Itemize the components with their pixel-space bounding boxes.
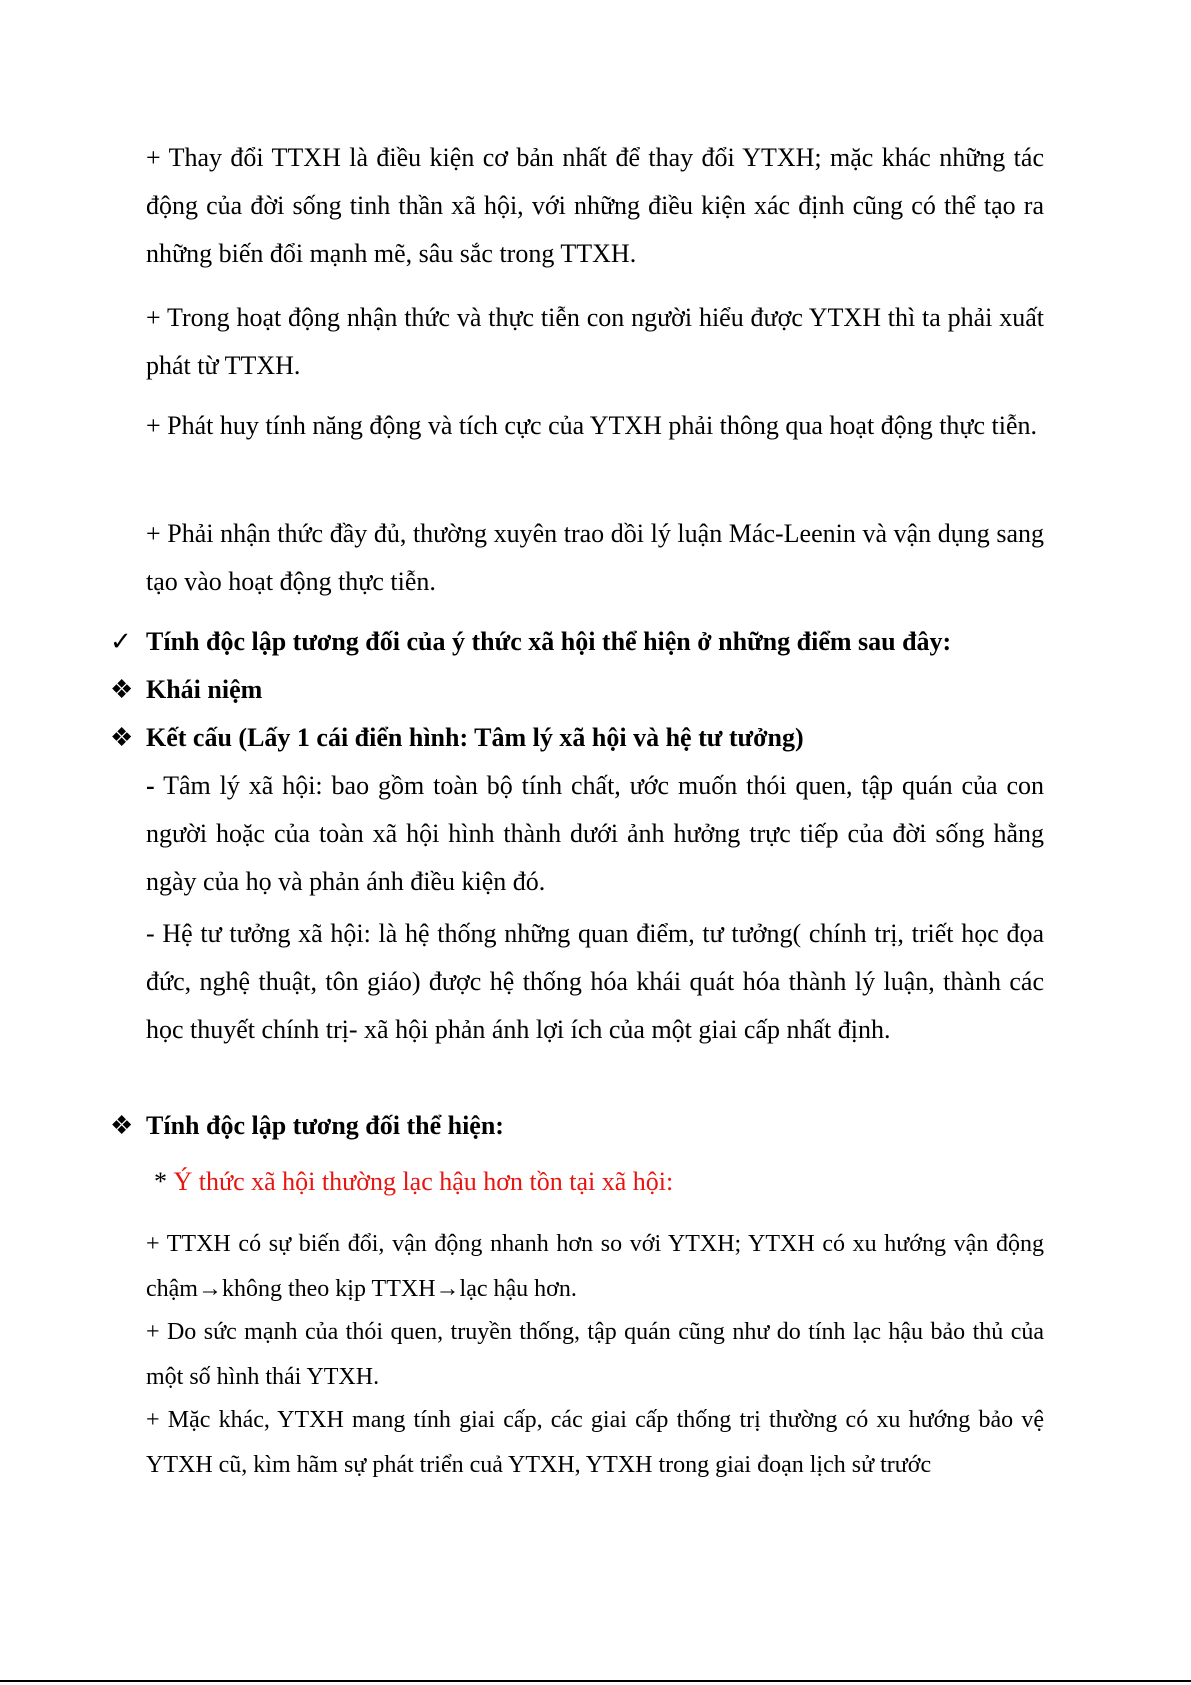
heading-text: Tính độc lập tương đối thể hiện: xyxy=(146,1111,504,1140)
paragraph-ttxh-change: + Thay đổi TTXH là điều kiện cơ bản nhất để thay đổi YTXH; mặc khác những tác động của đời sống tinh thần xã hội, với những điều kiện xác định cũng có thể tạo ra những biến đổi mạnh mẽ, sâu sắc trong TTXH. xyxy=(146,143,1044,268)
heading-text: Kết cấu (Lấy 1 cái điển hình: Tâm lý xã hội và hệ tư tưởng) xyxy=(146,723,804,752)
heading-text: Khái niệm xyxy=(146,675,263,704)
heading-independence-shown xyxy=(110,1106,1050,1146)
paragraph-dynamism: + Phát huy tính năng động và tích cực của YTXH phải thông qua hoạt động thực tiễn. xyxy=(146,411,1038,440)
dash-marker: - xyxy=(146,771,155,800)
paragraph-cognition: + Trong hoạt động nhận thức và thực tiễn con người hiểu được YTXH thì ta phải xuất phát từ TTXH. xyxy=(146,303,1044,380)
heading-relative-independence xyxy=(110,622,1050,662)
paragraph-ideology: - Hệ tư tưởng xã hội: là hệ thống những quan điểm, tư tưởng( chính trị, triết học đọa đức, nghệ thuật, tôn giáo) được hệ thống hóa khái quát hóa thành lý luận, thành các học thuyết chính trị- xã hội phản ánh lợi ích của một giai cấp nhất định. xyxy=(146,919,1044,1044)
lag-point-1-part-a: + TTXH có sự biến đổi, vận động nhanh hơn so với YTXH; YTXH có xu hướng vận động chậm xyxy=(146,1231,1044,1302)
lag-point-2: + Do sức mạnh của thói quen, truyền thống, tập quán cũng như do tính lạc hậu bảo thủ của một số hình thái YTXH. xyxy=(146,1319,1044,1390)
social-psychology-text: Tâm lý xã hội: bao gồm toàn bộ tính chất, ước muốn thói quen, tập quán của con người hoặc của toàn xã hội hình thành dưới ảnh hưởng trực tiếp của đời sống hằng ngày của họ và phản ánh điều kiện đó. xyxy=(146,771,1044,896)
heading-concept xyxy=(110,670,1050,710)
arrow-right-icon: → xyxy=(197,1276,222,1302)
star-marker: * xyxy=(154,1167,167,1196)
lag-point-1-part-b: không theo kịp TTXH xyxy=(221,1276,436,1302)
paragraph-social-psychology xyxy=(146,762,1044,906)
lag-point-1 xyxy=(146,1222,1044,1312)
lag-point-1-part-c: lạc hậu hơn. xyxy=(459,1276,577,1302)
arrow-right-icon: → xyxy=(435,1276,460,1302)
paragraph-marxism: + Phải nhận thức đầy đủ, thường xuyên trao dồi lý luận Mác-Leenin và vận dụng sang tạo vào hoạt động thực tiễn. xyxy=(146,519,1044,596)
page-bottom-divider xyxy=(0,1680,1191,1682)
check-icon: ✓ xyxy=(110,627,132,656)
subheading-lag xyxy=(154,1162,1052,1202)
heading-structure xyxy=(110,718,1050,758)
heading-text: Tính độc lập tương đối của ý thức xã hội thể hiện ở những điểm sau đây: xyxy=(146,627,952,656)
diamond-bullet-icon: ❖ xyxy=(110,723,134,752)
lag-point-3: + Mặc khác, YTXH mang tính giai cấp, các giai cấp thống trị thường có xu hướng bảo vệ YTXH cũ, kìm hãm sự phát triển cuả YTXH, YTXH trong giai đoạn lịch sử trước xyxy=(146,1407,1044,1478)
diamond-bullet-icon: ❖ xyxy=(110,675,134,704)
lag-title: Ý thức xã hội thường lạc hậu hơn tồn tại xã hội: xyxy=(173,1167,674,1196)
diamond-bullet-icon: ❖ xyxy=(110,1111,134,1140)
